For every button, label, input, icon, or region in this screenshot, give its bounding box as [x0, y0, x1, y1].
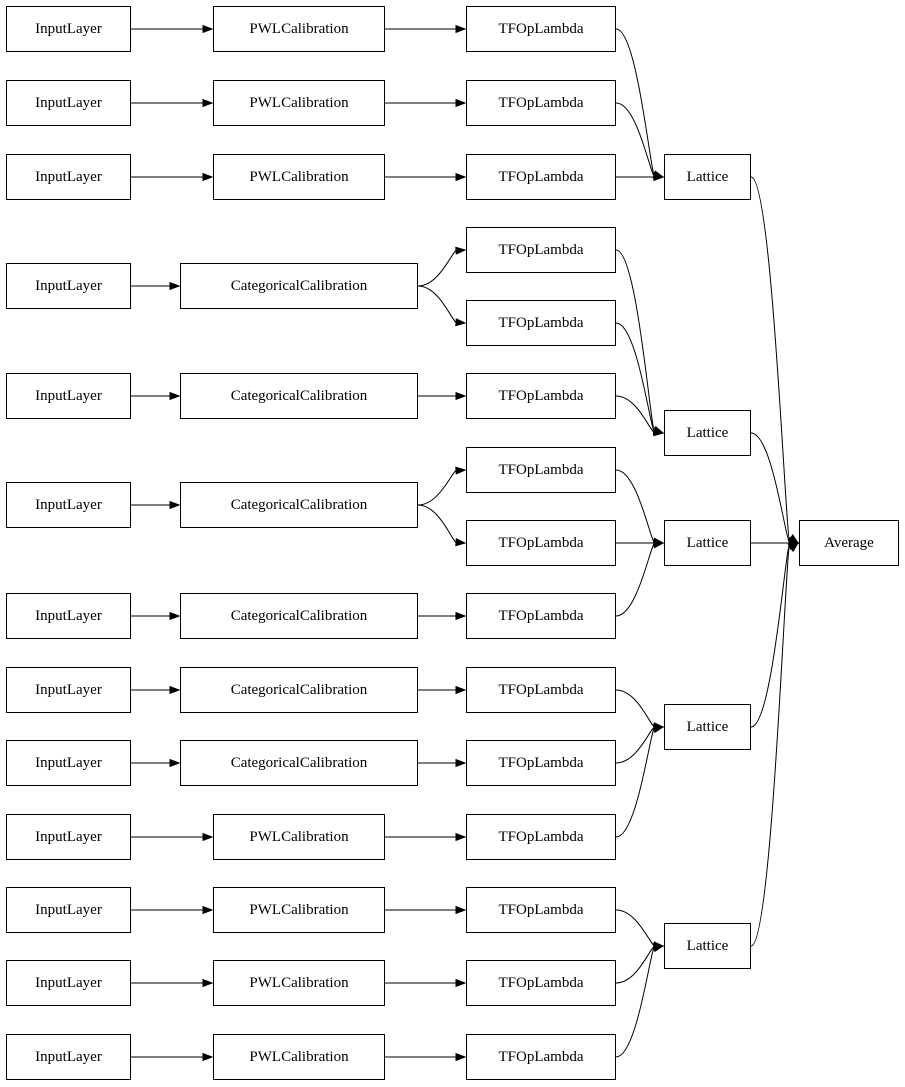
graph-node-c1: PWLCalibration [213, 6, 385, 52]
graph-node-in4: InputLayer [6, 263, 131, 309]
graph-node-in1: InputLayer [6, 6, 131, 52]
graph-node-in2: InputLayer [6, 80, 131, 126]
graph-node-lat1: Lattice [664, 154, 751, 200]
graph-node-in12: InputLayer [6, 960, 131, 1006]
graph-node-c12: PWLCalibration [213, 960, 385, 1006]
graph-node-l1: TFOpLambda [466, 6, 616, 52]
graph-node-c2: PWLCalibration [213, 80, 385, 126]
graph-node-c13: PWLCalibration [213, 1034, 385, 1080]
graph-node-l10: TFOpLambda [466, 667, 616, 713]
graph-node-in11: InputLayer [6, 887, 131, 933]
graph-node-l2: TFOpLambda [466, 80, 616, 126]
graph-node-c4: CategoricalCalibration [180, 263, 418, 309]
graph-node-l14: TFOpLambda [466, 960, 616, 1006]
graph-node-in6: InputLayer [6, 482, 131, 528]
graph-node-l6: TFOpLambda [466, 373, 616, 419]
graph-node-c11: PWLCalibration [213, 887, 385, 933]
graph-node-c8: CategoricalCalibration [180, 667, 418, 713]
graph-node-c6: CategoricalCalibration [180, 482, 418, 528]
graph-node-in9: InputLayer [6, 740, 131, 786]
graph-node-lat4: Lattice [664, 704, 751, 750]
graph-node-in8: InputLayer [6, 667, 131, 713]
graph-node-l13: TFOpLambda [466, 887, 616, 933]
graph-node-in3: InputLayer [6, 154, 131, 200]
graph-node-c5: CategoricalCalibration [180, 373, 418, 419]
graph-node-c9: CategoricalCalibration [180, 740, 418, 786]
graph-node-lat3: Lattice [664, 520, 751, 566]
graph-node-in7: InputLayer [6, 593, 131, 639]
graph-node-l8: TFOpLambda [466, 520, 616, 566]
graph-node-l12: TFOpLambda [466, 814, 616, 860]
graph-node-c10: PWLCalibration [213, 814, 385, 860]
graph-node-c3: PWLCalibration [213, 154, 385, 200]
graph-node-l9: TFOpLambda [466, 593, 616, 639]
graph-node-l4: TFOpLambda [466, 227, 616, 273]
graph-node-l3: TFOpLambda [466, 154, 616, 200]
graph-node-l5: TFOpLambda [466, 300, 616, 346]
graph-node-l11: TFOpLambda [466, 740, 616, 786]
graph-node-avg: Average [799, 520, 899, 566]
graph-node-c7: CategoricalCalibration [180, 593, 418, 639]
graph-node-in5: InputLayer [6, 373, 131, 419]
graph-node-l7: TFOpLambda [466, 447, 616, 493]
graph-node-in13: InputLayer [6, 1034, 131, 1080]
graph-node-lat5: Lattice [664, 923, 751, 969]
graph-node-l15: TFOpLambda [466, 1034, 616, 1080]
graph-node-in10: InputLayer [6, 814, 131, 860]
graph-node-lat2: Lattice [664, 410, 751, 456]
